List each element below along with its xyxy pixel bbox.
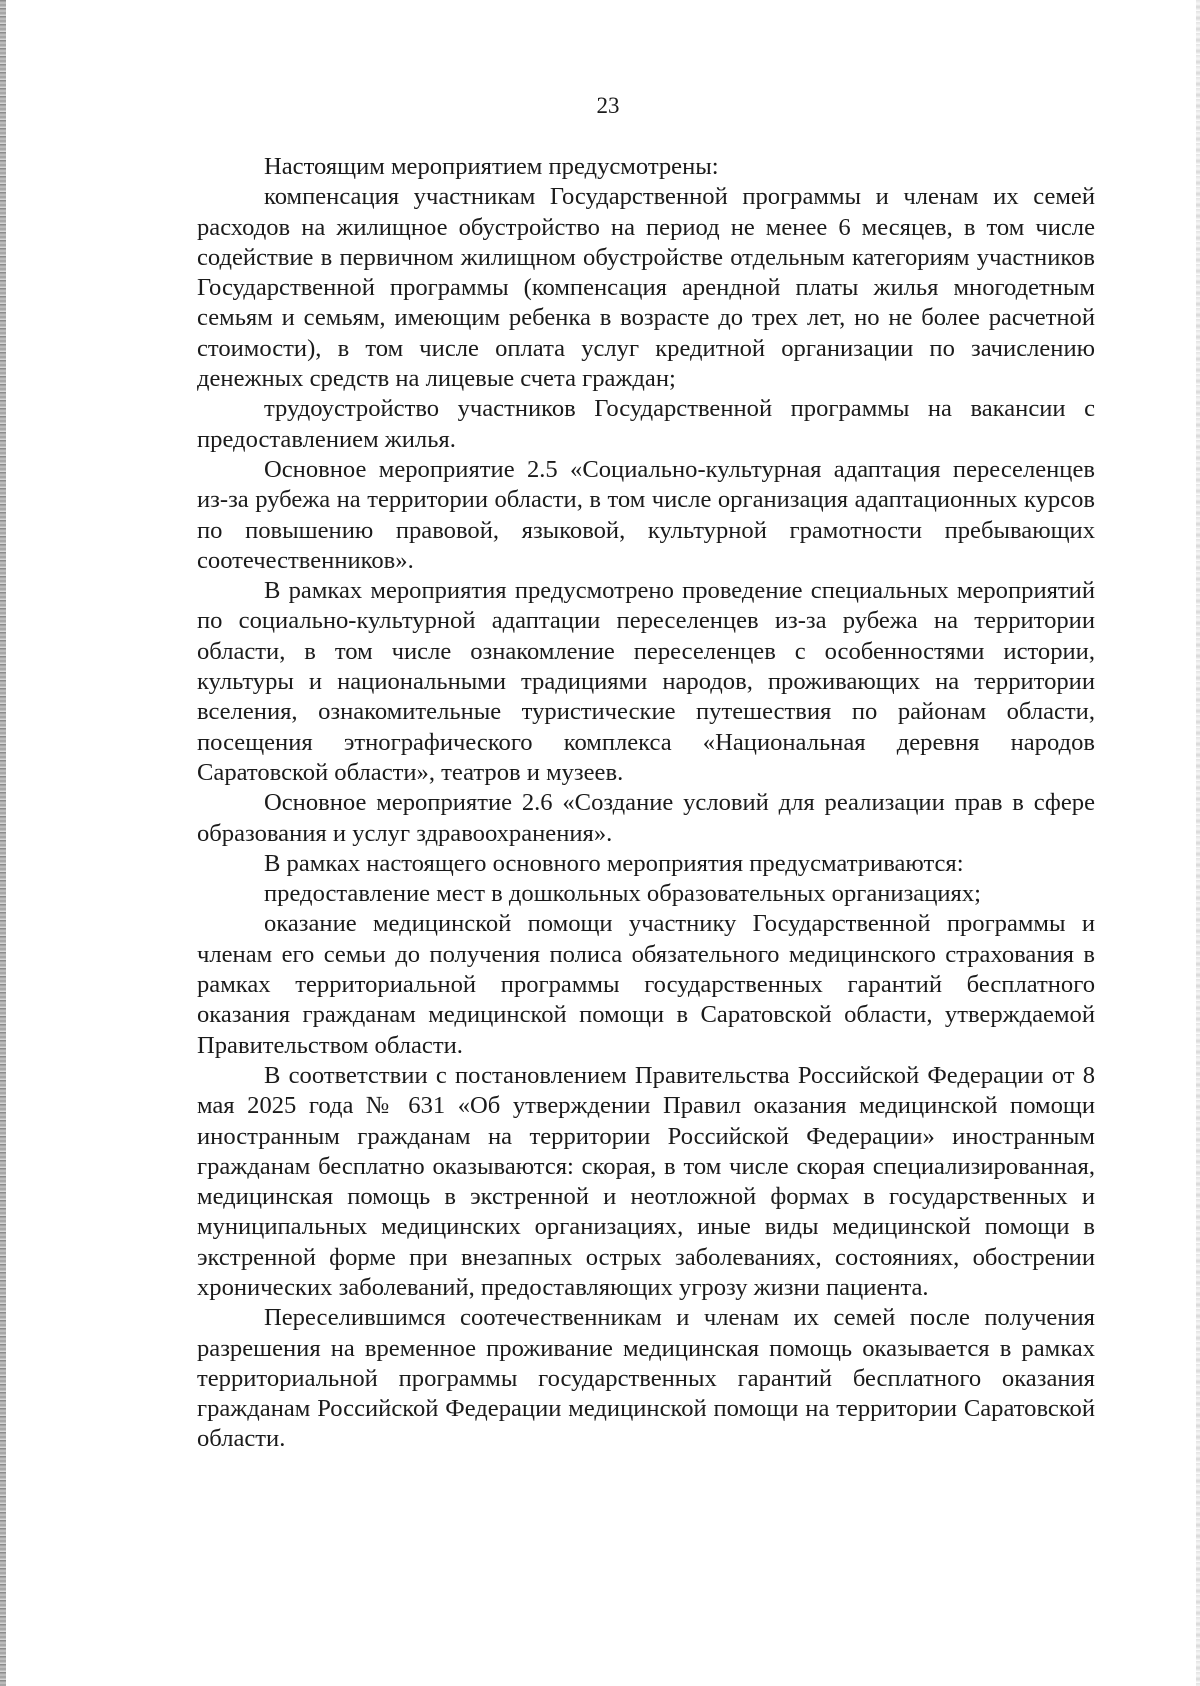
scan-edge-left: [0, 0, 6, 1686]
paragraph: предоставление мест в дошкольных образовательных организациях;: [264, 880, 981, 908]
document-body: [197, 152, 1095, 1455]
paragraph: В рамках мероприятия предусмотрено проведение специальных мероприятий по социально-культурной адаптации переселенцев из-за рубежа на территории области, в том числе ознакомление переселенцев с особенностями истории, культуры и национальными традициями народов, проживающих на территории вселения, ознакомительные туристические путешествия по районам области, посещения этнографического комплекса «Национальная деревня народов Саратовской области», театров и музеев.: [197, 577, 1095, 786]
paragraph: трудоустройство участников Государственной программы на вакансии с предоставлением жилья.: [197, 395, 1095, 453]
paragraph: Настоящим мероприятием предусмотрены:: [264, 153, 719, 180]
page-number: 23: [596, 93, 620, 118]
paragraph: В соответствии с постановлением Правительства Российской Федерации от 8 мая 2025 года № 631 «Об утверждении Правил оказания медицинской помощи иностранным гражданам на территории Российской Федерации» иностранным гражданам бесплатно оказываются: скорая, в том числе скорая специализированная, медицинская помощь в экстренной и неотложной формах в государственных и муниципальных медицинских организациях, иные виды медицинской помощи в экстренной форме при внезапных острых заболеваниях, состояниях, обострении хронических заболеваний, предоставляющих угрозу жизни пациента.: [197, 1061, 1095, 1301]
scan-edge-right: [1196, 0, 1200, 1686]
paragraph: Переселившимся соотечественникам и членам их семей после получения разрешения на временное проживание медицинская помощь оказывается в рамках территориальной программы государственных гарантий бесплатного оказания гражданам Российской Федерации медицинской помощи на территории Саратовской области.: [197, 1304, 1095, 1453]
paragraph: Основное мероприятие 2.5 «Социально-культурная адаптация переселенцев из-за рубежа на территории области, в том числе организация адаптационных курсов по повышению правовой, языковой, культурной грамотности пребывающих соотечественников».: [197, 455, 1095, 574]
paragraph: В рамках настоящего основного мероприятия предусматриваются:: [264, 849, 964, 877]
paragraph: оказание медицинской помощи участнику Государственной программы и членам его семьи до получения полиса обязательного медицинского страхования в рамках территориальной программы государственных гарантий бесплатного оказания гражданам медицинской помощи в Саратовской области, утверждаемой Правительством области.: [197, 910, 1095, 1059]
paragraph: компенсация участникам Государственной программы и членам их семей расходов на жилищное обустройство на период не менее 6 месяцев, в том числе содействие в первичном жилищном обустройстве отдельным категориям участников Государственной программы (компенсация арендной платы жилья многодетным семьям и семьям, имеющим ребенка в возрасте до трех лет, но не более расчетной стоимости), в том числе оплата услуг кредитной организации по зачислению денежных средств на лицевые счета граждан;: [197, 183, 1095, 393]
paragraph: Основное мероприятие 2.6 «Создание условий для реализации прав в сфере образования и услуг здравоохранения».: [197, 789, 1095, 847]
